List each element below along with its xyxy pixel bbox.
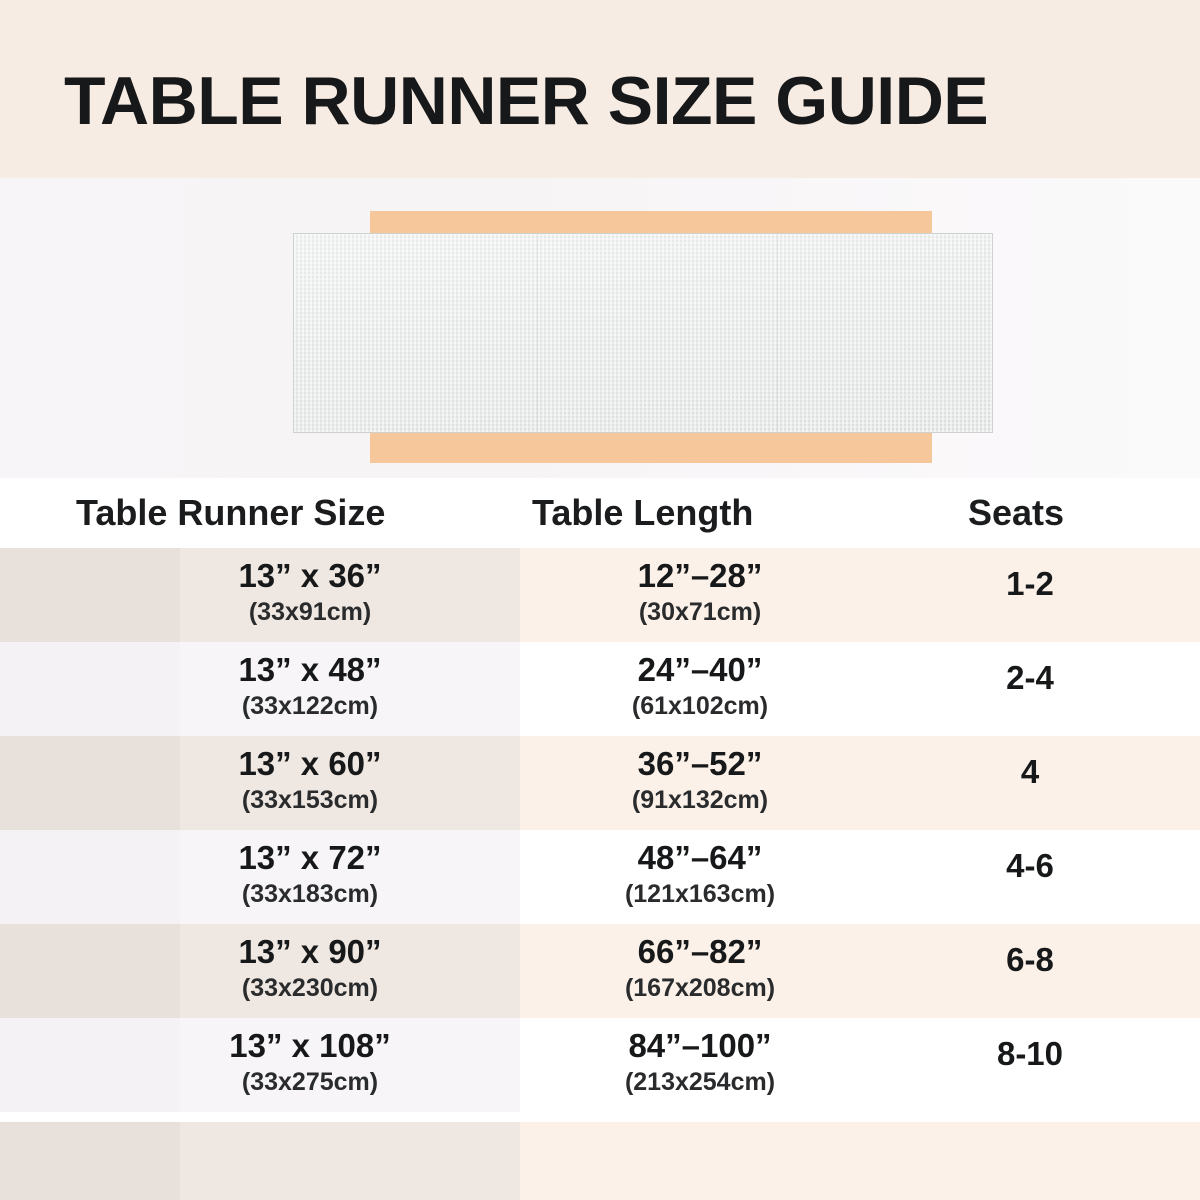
cell-seats (900, 940, 1160, 980)
table-length-cm: (61x102cm) (631, 692, 769, 720)
cell-seats (900, 846, 1160, 886)
header-band (0, 0, 1200, 178)
runner-size-inches: 13” x 90” (238, 933, 382, 970)
seats-value: 4 (1020, 753, 1040, 790)
cell-table-length (520, 1026, 880, 1098)
cell-table-length (520, 744, 880, 816)
seats-value: 8-10 (996, 1035, 1064, 1072)
hero-image (0, 178, 1200, 478)
seats-value: 6-8 (1006, 941, 1054, 978)
seats-value: 1-2 (1006, 565, 1054, 602)
table-length-cm: (121x163cm) (624, 880, 776, 908)
runner-size-inches: 13” x 36” (238, 557, 382, 594)
cell-seats (900, 658, 1160, 698)
table-row (0, 642, 1200, 736)
runner-size-inches: 13” x 108” (229, 1027, 391, 1064)
table-length-inches: 12”–28” (637, 557, 763, 594)
runner-size-cm: (33x91cm) (248, 598, 372, 626)
runner-size-cm: (33x230cm) (241, 974, 379, 1002)
cell-runner-size (140, 932, 480, 1004)
runner-size-cm: (33x122cm) (241, 692, 379, 720)
table-length-cm: (30x71cm) (638, 598, 762, 626)
table-row (0, 830, 1200, 924)
page-title: TABLE RUNNER SIZE GUIDE (64, 63, 989, 139)
size-table (0, 478, 1200, 1112)
column-header-seats: Seats (968, 492, 1065, 533)
white-linen-table-runner (293, 233, 993, 433)
cell-runner-size (140, 744, 480, 816)
runner-seam (537, 234, 538, 432)
table-row (0, 736, 1200, 830)
cell-runner-size (140, 650, 480, 722)
column-header-size: Table Runner Size (76, 492, 386, 533)
table-length-inches: 36”–52” (637, 745, 763, 782)
runner-size-inches: 13” x 48” (238, 651, 382, 688)
table-length-inches: 48”–64” (637, 839, 763, 876)
table-header-row (0, 478, 1200, 548)
cell-table-length (520, 838, 880, 910)
runner-seam (777, 234, 778, 432)
cell-seats (900, 564, 1160, 604)
footer-band-left (0, 1122, 180, 1200)
table-length-cm: (91x132cm) (631, 786, 769, 814)
runner-size-cm: (33x153cm) (241, 786, 379, 814)
column-header-length: Table Length (532, 492, 754, 533)
runner-size-inches: 13” x 60” (238, 745, 382, 782)
table-length-cm: (167x208cm) (624, 974, 776, 1002)
table-length-inches: 66”–82” (637, 933, 763, 970)
cell-runner-size (140, 556, 480, 628)
cell-table-length (520, 932, 880, 1004)
cell-runner-size (140, 1026, 480, 1098)
cell-seats (900, 752, 1160, 792)
runner-size-cm: (33x275cm) (241, 1068, 379, 1096)
seats-value: 2-4 (1006, 659, 1054, 696)
runner-size-inches: 13” x 72” (238, 839, 382, 876)
footer-band-right (520, 1122, 1200, 1200)
footer-band-mid (180, 1122, 520, 1200)
cell-table-length (520, 556, 880, 628)
table-row (0, 1018, 1200, 1112)
table-length-inches: 24”–40” (637, 651, 763, 688)
table-row (0, 548, 1200, 642)
cell-runner-size (140, 838, 480, 910)
cell-table-length (520, 650, 880, 722)
table-length-cm: (213x254cm) (624, 1068, 776, 1096)
seats-value: 4-6 (1006, 847, 1054, 884)
cell-seats (900, 1034, 1160, 1074)
table-row (0, 924, 1200, 1018)
runner-size-cm: (33x183cm) (241, 880, 379, 908)
table-length-inches: 84”–100” (628, 1027, 772, 1064)
footer-color-strip (0, 1122, 1200, 1200)
